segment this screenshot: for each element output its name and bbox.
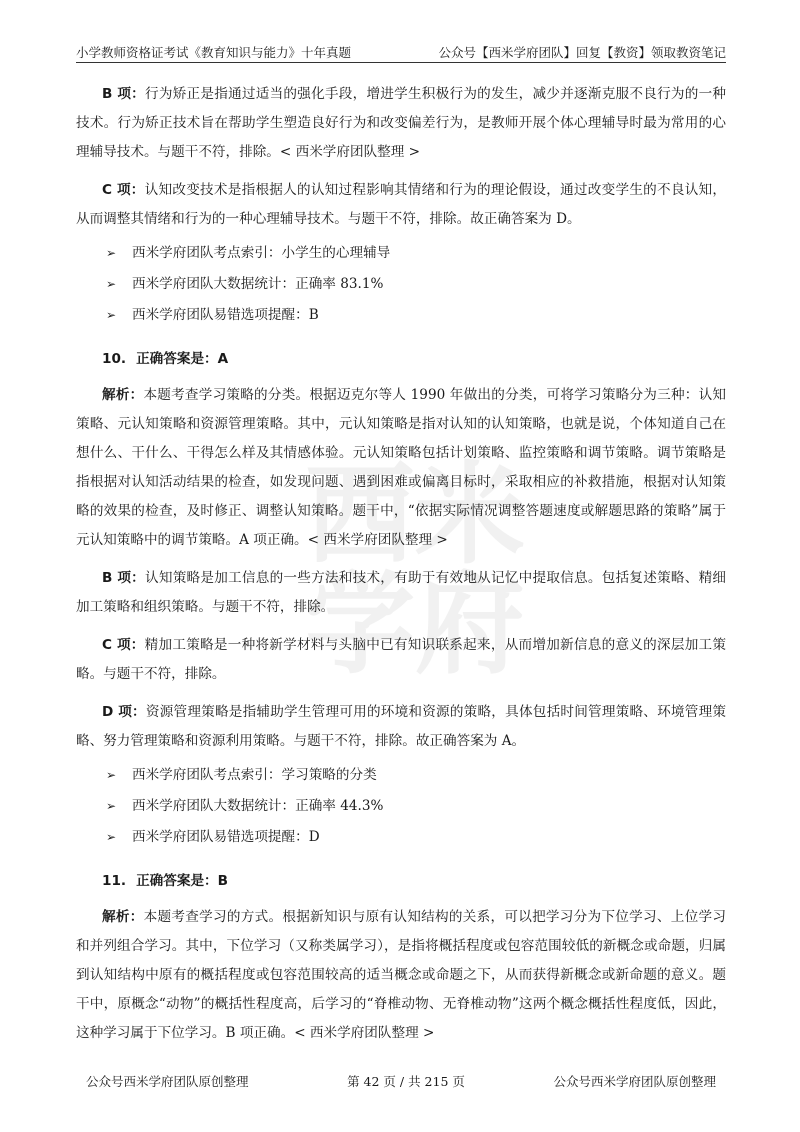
watermark-char: 学 bbox=[305, 561, 415, 689]
arrow-icon: ➢ bbox=[106, 799, 117, 813]
bullet-text: 西米学府团队易错选项提醒：B bbox=[132, 307, 319, 323]
option-label: B 项： bbox=[102, 570, 146, 586]
arrow-icon: ➢ bbox=[106, 246, 117, 260]
bullet-item bbox=[76, 765, 726, 785]
arrow-icon: ➢ bbox=[106, 308, 117, 322]
option-text: 资源管理策略是指辅助学生管理可用的环境和资源的策略，具体包括时间管理策略、环境管理策略、努力管理策略和资源利用策略。与题干不符，排除。故正确答案为 A。 bbox=[76, 704, 726, 749]
bullet-item bbox=[76, 305, 726, 325]
bullet-item bbox=[76, 827, 726, 847]
arrow-icon: ➢ bbox=[106, 277, 117, 291]
page-content bbox=[76, 80, 726, 1057]
bullet-item bbox=[76, 796, 726, 816]
option-text: 精加工策略是一种将新学材料与头脑中已有知识联系起来，从而增加新信息的意义的深层加工策略。与题干不符，排除。 bbox=[76, 637, 727, 682]
footer-right: 公众号西米学府团队原创整理 bbox=[553, 1074, 716, 1089]
question-number: 11. bbox=[102, 873, 127, 889]
option-d-paragraph bbox=[76, 698, 726, 756]
bullet-text: 西米学府团队大数据统计：正确率 83.1% bbox=[132, 276, 384, 292]
header-title: 小学教师资格证考试《教育知识与能力》十年真题 bbox=[76, 45, 352, 60]
question-heading bbox=[76, 867, 726, 895]
footer-left: 公众号西米学府团队原创整理 bbox=[86, 1074, 249, 1089]
bullet-text: 西米学府团队考点索引：学习策略的分类 bbox=[132, 767, 377, 783]
option-b-paragraph bbox=[76, 564, 726, 622]
watermark-char: 米 bbox=[415, 451, 525, 579]
header-promo: 公众号【西米学府团队】回复【教资】领取教资笔记 bbox=[438, 45, 726, 60]
question-number: 10. bbox=[102, 351, 127, 367]
option-text: 认知策略是加工信息的一些方法和技术，有助于有效地从记忆中提取信息。包括复述策略、精细加工策略和组织策略。与题干不符，排除。 bbox=[76, 570, 727, 615]
watermark-char: 府 bbox=[415, 561, 525, 689]
analysis-text: 本题考查学习策略的分类。根据迈克尔等人 1990 年做出的分类，可将学习策略分为三种：认知策略、元认知策略和资源管理策略。其中，元认知策略是指对认知的认知策略，也就是说，个体知道自己在想什么、干什么、干得怎么样及其情感体验。元认知策略包括计划策略、监控策略和调节策略。调节策略是指根据对认知活动结果的检查，如发现问题、遇到困难或偏离目标时，采取相应的补救措施，根据对认知策略的效果的检查，及时修正、调整认知策略。题干中，“依据实际情况调整答题速度或解题思路的策略”属于元认知策略中的调节策略。A 项正确。< 西米学府团队整理 > bbox=[76, 387, 727, 548]
page-header bbox=[76, 40, 726, 63]
arrow-icon: ➢ bbox=[106, 768, 117, 782]
analysis-label: 解析： bbox=[102, 387, 144, 403]
analysis-text: 本题考查学习的方式。根据新知识与原有认知结构的关系，可以把学习分为下位学习、上位学习和并列组合学习。其中，下位学习（又称类属学习），是指将概括程度或包容范围较低的新概念或命题，归属到认知结构中原有的概括程度或包容范围较高的适当概念或命题之下，从而获得新概念或新命题的意义。题干中，原概念“动物”的概括性程度高，后学习的“脊椎动物、无脊椎动物”这两个概念概括性程度低，因此，这种学习属于下位学习。B 项正确。< 西米学府团队整理 > bbox=[76, 909, 727, 1041]
option-c-paragraph bbox=[76, 176, 726, 234]
page-number: 第 42 页 / 共 215 页 bbox=[347, 1074, 465, 1089]
bullet-text: 西米学府团队易错选项提醒：D bbox=[132, 829, 320, 845]
option-label: C 项： bbox=[102, 182, 145, 198]
option-label: B 项： bbox=[102, 86, 146, 102]
analysis-label: 解析： bbox=[102, 909, 144, 925]
analysis-paragraph bbox=[76, 381, 726, 555]
bullet-item bbox=[76, 243, 726, 263]
option-c-paragraph bbox=[76, 631, 726, 689]
option-label: D 项： bbox=[102, 704, 146, 720]
option-text: 行为矫正是指通过适当的强化手段，增进学生积极行为的发生，减少并逐渐克服不良行为的一种技术。行为矫正技术旨在帮助学生塑造良好行为和改变偏差行为，是教师开展个体心理辅导时最为常用的心理辅导技术。与题干不符，排除。< 西米学府团队整理 > bbox=[76, 86, 727, 160]
analysis-paragraph bbox=[76, 903, 726, 1048]
bullet-text: 西米学府团队大数据统计：正确率 44.3% bbox=[132, 798, 384, 814]
watermark-char: 西 bbox=[305, 451, 415, 579]
option-text: 认知改变技术是指根据人的认知过程影响其情绪和行为的理论假设，通过改变学生的不良认知，从而调整其情绪和行为的一种心理辅导技术。与题干不符，排除。故正确答案为 D。 bbox=[76, 182, 727, 227]
bullet-text: 西米学府团队考点索引：小学生的心理辅导 bbox=[132, 245, 391, 261]
arrow-icon: ➢ bbox=[106, 830, 117, 844]
bullet-item bbox=[76, 274, 726, 294]
option-label: C 项： bbox=[102, 637, 145, 653]
question-heading bbox=[76, 345, 726, 373]
correct-answer: 正确答案是：B bbox=[136, 873, 229, 889]
correct-answer: 正确答案是：A bbox=[136, 351, 229, 367]
option-b-paragraph bbox=[76, 80, 726, 167]
